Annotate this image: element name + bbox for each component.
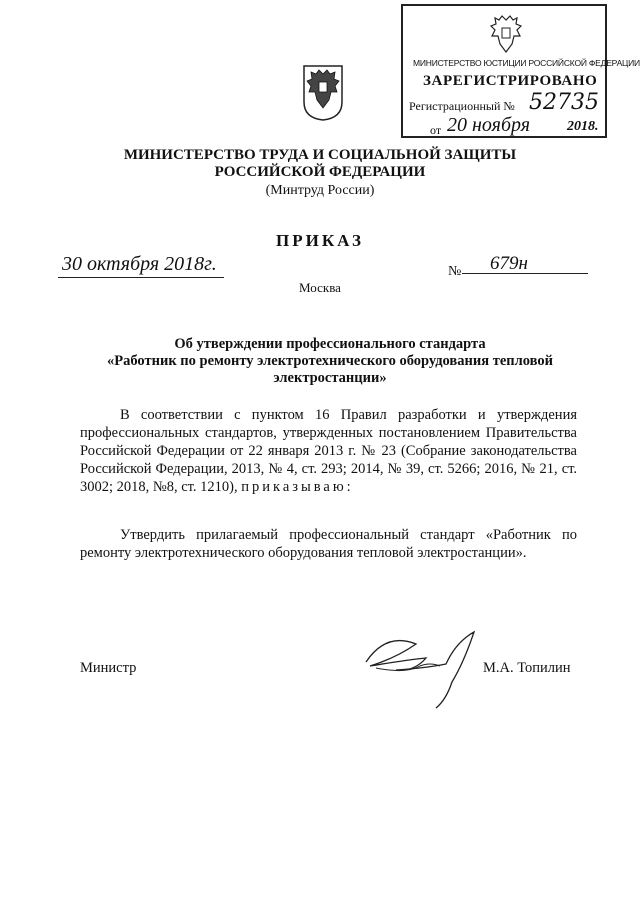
order-subject — [80, 336, 580, 387]
body-paragraph-2: Утвердить прилагаемый профессиональный стандарт «Работник по ремонту электротехнического оборудования тепловой электростанции». — [80, 527, 577, 561]
registration-stamp — [401, 4, 640, 138]
minister-name: М.А. Топилин — [483, 660, 571, 676]
ministry-name-line1: МИНИСТЕРСТВО ТРУДА И СОЦИАЛЬНОЙ ЗАЩИТЫ — [123, 147, 517, 163]
stamp-reg-year: 2018. — [567, 119, 599, 134]
ministry-short-name: (Минтруд России) — [265, 183, 375, 198]
order-date-underline — [58, 277, 224, 278]
order-number-sign: № — [448, 264, 462, 279]
order-date: 30 октября 2018г. — [62, 253, 217, 275]
order-city: Москва — [299, 280, 341, 295]
stamp-reg-date: 20 ноября — [447, 114, 531, 136]
order-title: ПРИКАЗ — [276, 231, 364, 250]
order-number-underline — [462, 273, 588, 274]
order-word: приказываю: — [241, 479, 354, 495]
stamp-eagle-emblem-icon — [489, 14, 523, 56]
stamp-status-text: ЗАРЕГИСТРИРОВАНО — [423, 73, 598, 89]
minister-title: Министр — [80, 660, 137, 676]
stamp-reg-label: Регистрационный № — [409, 99, 515, 113]
stamp-reg-number: 52735 — [529, 90, 599, 115]
stamp-from-label: от — [430, 123, 442, 137]
body-paragraph-1 — [80, 406, 577, 496]
ministry-name-line2: РОССИЙСКОЙ ФЕДЕРАЦИИ — [214, 164, 426, 180]
subject-line1: Об утверждении профессионального стандарта — [174, 336, 486, 352]
order-number: 679н — [490, 253, 528, 274]
handwritten-signature-icon — [356, 622, 496, 714]
subject-line2: «Работник по ремонту электротехнического оборудования тепловой электростанции» — [107, 353, 553, 386]
body-paragraph-1-text: В соответствии с пунктом 16 Правил разработки и утверждения профессиональных стандартов, утвержденных постановлением Правительства Российской Федерации от 22 января 2013 г. № 23 (Собрание законодательства Российской Федерации, 2013, № 4, ст. 293; 2014, № 39, ст. 5266; 2016, № 21, ст. 3002; 2018, №8, ст. 1210), — [80, 407, 577, 495]
coat-of-arms-icon — [300, 62, 346, 122]
stamp-ministry-text: МИНИСТЕРСТВО ЮСТИЦИИ РОССИЙСКОЙ ФЕДЕРАЦИИ — [413, 58, 640, 68]
